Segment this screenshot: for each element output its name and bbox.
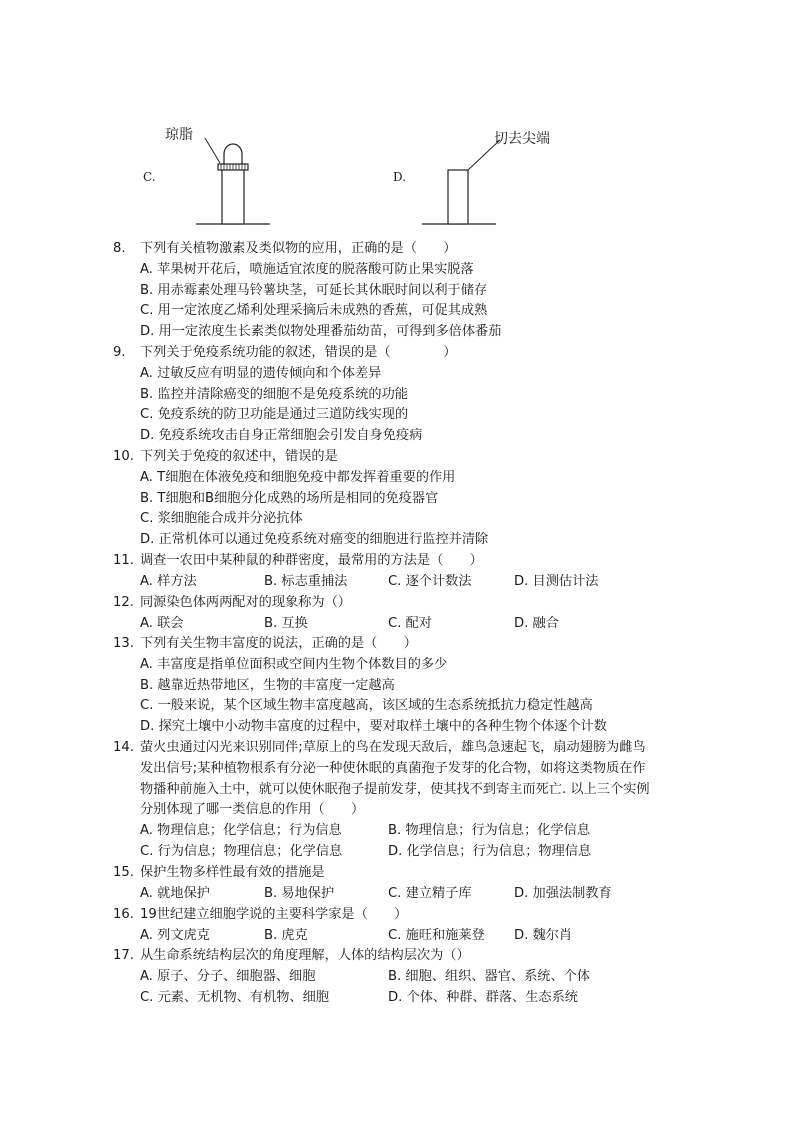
option-a: A. 丰富度是指单位面积或空间内生物个体数目的多少 [140,656,448,672]
option-b: B. 易地保护 [264,885,335,901]
question-number: 10. [113,449,134,464]
option-a: A. 原子、分子、细胞器、细胞 [140,968,316,984]
question-stem: 下列关于免疫系统功能的叙述，错误的是（ ） [140,345,457,360]
agar-label: 琼脂 [165,127,193,143]
question-15 [113,863,693,905]
question-number: 15. [113,865,134,880]
option-d: D. 化学信息；行为信息；物理信息 [388,843,592,859]
option-c: C. 元素、无机物、有机物、细胞 [140,989,330,1005]
option-a: A. 就地保护 [140,885,210,901]
option-c: C. 行为信息；物理信息；化学信息 [140,843,343,859]
option-b: B. 监控并清除癌变的细胞不是免疫系统的功能 [140,386,408,402]
option-d: D. 目测估计法 [514,573,599,589]
question-stem-line-1: 萤火虫通过闪光来识别同伴;草原上的鸟在发现天敌后，雄鸟急速起飞，扇动翅膀为雌鸟 [140,740,646,755]
option-d: D. 加强法制教育 [514,885,612,901]
options-row-2 [140,842,693,863]
question-16 [113,905,693,947]
question-number: 13. [113,636,134,651]
option-d: D. 免疫系统攻击自身正常细胞会引发自身免疫病 [140,428,423,444]
option-c: C. 施旺和施莱登 [388,927,485,943]
question-14 [113,738,693,863]
question-17 [113,946,693,1008]
option-b: B. 细胞、组织、器官、系统、个体 [388,968,591,984]
question-number: 8. [113,241,126,256]
question-stem-line-2: 发出信号;某种植物根系有分泌一种使休眠的真菌孢子发芽的化合物，如将这类物质在作 [140,760,646,776]
option-a: A. 联会 [140,615,184,631]
option-a: A. T细胞在体液免疫和细胞免疫中都发挥着重要的作用 [140,469,456,485]
question-stem-line-3: 物播种前施入土中，就可以使休眠孢子提前发芽，使其找不到寄主而死亡. 以上三个实例 [140,781,650,797]
question-stem: 下列有关生物丰富度的说法，正确的是（ ） [140,636,417,651]
question-number: 14. [113,740,134,755]
options-row [140,614,693,635]
option-d: D. 探究土壤中小动物丰富度的过程中，要对取样土壤中的各种生物个体逐个计数 [140,719,607,735]
option-b: B. T细胞和B细胞分化成熟的场所是相同的免疫器官 [140,490,439,506]
option-b: B. 虎克 [264,927,308,943]
question-stem: 19世纪建立细胞学说的主要科学家是（ ） [140,907,408,922]
question-9 [113,343,693,447]
option-c: C. 免疫系统的防卫功能是通过三道防线实现的 [140,407,409,423]
option-c: C. 逐个计数法 [388,573,472,589]
option-b: B. 用赤霉素处理马铃薯块茎，可延长其休眠时间以利于储存 [140,282,488,298]
option-a: A. 物理信息；化学信息；行为信息 [140,823,342,839]
figure-option-d-label: D. [393,170,407,184]
option-d: D. 用一定浓度生长素类似物处理番茄幼苗，可得到多倍体番茄 [140,324,502,340]
cut-tip-label: 切去尖端 [494,131,550,147]
question-number: 12. [113,595,134,610]
options-row-1 [140,821,693,842]
question-10 [113,447,693,551]
question-stem: 从生命系统结构层次的角度理解，人体的结构层次为（） [140,948,470,963]
question-8 [113,239,693,343]
option-a: A. 过敏反应有明显的遗传倾向和个体差异 [140,365,382,381]
question-13 [113,634,693,738]
option-b: B. 互换 [264,615,308,631]
option-b: B. 物理信息；行为信息；化学信息 [388,823,591,839]
option-a: A. 苹果树开花后，喷施适宜浓度的脱落酸可防止果实脱落 [140,261,474,277]
option-d: D. 正常机体可以通过免疫系统对癌变的细胞进行监控并清除 [140,532,489,548]
question-stem: 下列关于免疫的叙述中，错误的是 [140,449,338,464]
option-c: C. 用一定浓度乙烯利处理采摘后未成熟的香蕉，可促其成熟 [140,303,488,319]
options-row-1 [140,967,693,988]
question-stem-line-4: 分别体现了哪一类信息的作用（ ） [140,802,365,818]
figure-option-c-label: C. [143,170,156,184]
option-d: D. 魏尔肖 [514,927,573,943]
option-c: C. 建立精子库 [388,885,472,901]
question-11 [113,551,693,593]
option-b: B. 越靠近热带地区，生物的丰富度一定越高 [140,677,395,693]
option-c: C. 配对 [388,615,432,631]
option-d: D. 融合 [514,615,559,631]
question-number: 17. [113,948,134,963]
options-row [140,572,693,593]
question-number: 11. [113,553,134,568]
question-stem: 下列有关植物激素及类似物的应用，正确的是（ ） [140,241,457,256]
option-a: A. 列文虎克 [140,927,210,943]
question-stem: 调查一农田中某种鼠的种群密度，最常用的方法是（ ） [140,553,483,568]
question-number: 16. [113,907,134,922]
options-row [140,926,693,947]
option-a: A. 样方法 [140,573,197,589]
options-row-2 [140,988,693,1009]
option-d: D. 个体、种群、群落、生态系统 [388,989,578,1005]
question-number: 9. [113,345,126,360]
question-stem: 保护生物多样性最有效的措施是 [140,865,325,880]
option-b: B. 标志重捕法 [264,573,348,589]
options-row [140,884,693,905]
option-c: C. 一般来说，某个区域生物丰富度越高，该区域的生态系统抵抗力稳定性越高 [140,698,593,714]
option-c: C. 浆细胞能合成并分泌抗体 [140,511,303,527]
question-stem: 同源染色体两两配对的现象称为（） [140,595,351,610]
question-12 [113,593,693,635]
